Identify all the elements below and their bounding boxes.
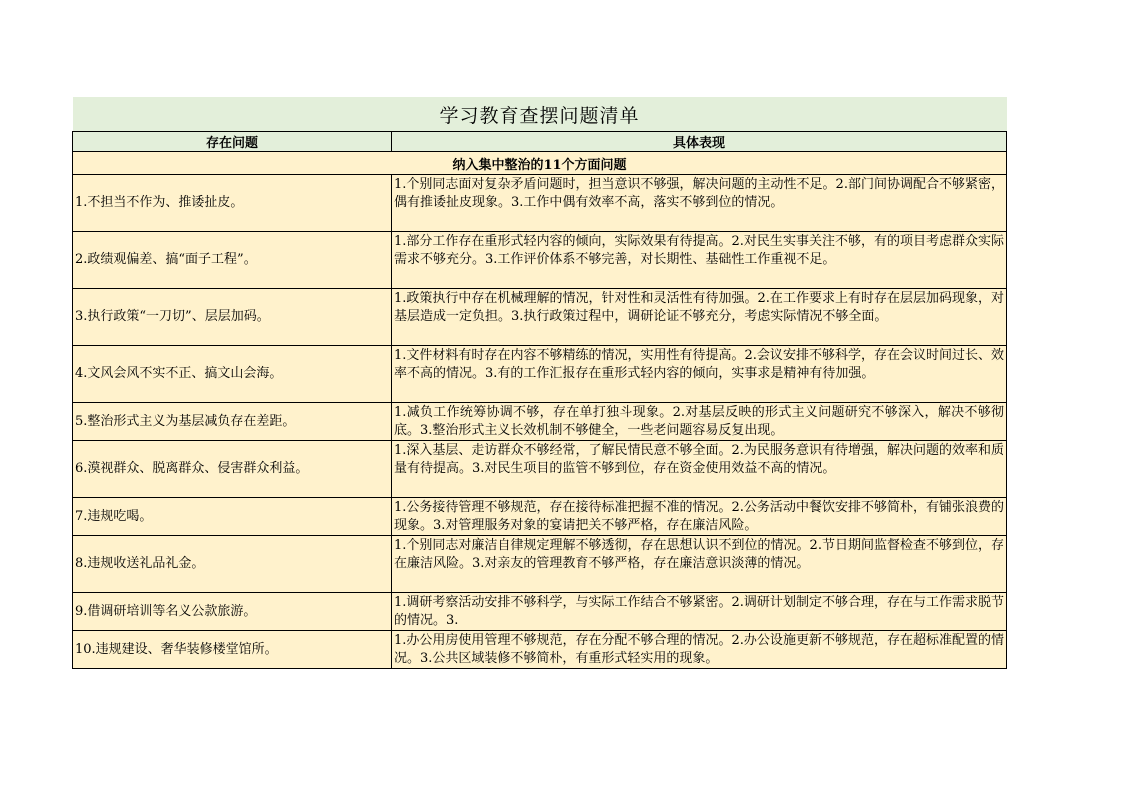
table-row [73,536,1007,593]
detail-cell: 1.深入基层、走访群众不够经常，了解民情民意不够全面。2.为民服务意识有待增强，解决问题的效率和质量有待提高。3.对民生项目的监管不够到位，存在资金使用效益不高的情况。 [392,441,1007,498]
group-title: 纳入集中整治的11个方面问题 [73,152,1007,175]
table-row [73,289,1007,346]
issue-list-table [72,97,1007,669]
sheet-title: 学习教育查摆问题清单 [73,97,1007,132]
table-row [73,498,1007,536]
detail-cell: 1.公务接待管理不够规范，存在接待标准把握不准的情况。2.公务活动中餐饮安排不够简朴，有铺张浪费的现象。3.对管理服务对象的宴请把关不够严格，存在廉洁风险。 [392,498,1007,536]
problem-cell: 7.违规吃喝。 [73,498,392,536]
detail-cell: 1.个别同志对廉洁自律规定理解不够透彻，存在思想认识不到位的情况。2.节日期间监督检查不够到位，存在廉洁风险。3.对亲友的管理教育不够严格，存在廉洁意识淡薄的情况。 [392,536,1007,593]
table-row [73,593,1007,631]
detail-cell: 1.部分工作存在重形式轻内容的倾向，实际效果有待提高。2.对民生实事关注不够，有的项目考虑群众实际需求不够充分。3.工作评价体系不够完善，对长期性、基础性工作重视不足。 [392,232,1007,289]
table-row [73,346,1007,403]
problem-cell: 6.漠视群众、脱离群众、侵害群众利益。 [73,441,392,498]
spreadsheet-sheet [72,97,1006,669]
group-row [73,152,1007,175]
table-row [73,403,1007,441]
detail-cell: 1.调研考察活动安排不够科学，与实际工作结合不够紧密。2.调研计划制定不够合理，存在与工作需求脱节的情况。3. [392,593,1007,631]
table-row [73,232,1007,289]
problem-cell: 5.整治形式主义为基层减负存在差距。 [73,403,392,441]
header-problem: 存在问题 [73,132,392,152]
problem-cell: 2.政绩观偏差、搞“面子工程”。 [73,232,392,289]
problem-cell: 1.不担当不作为、推诿扯皮。 [73,175,392,232]
problem-cell: 8.违规收送礼品礼金。 [73,536,392,593]
problem-cell: 9.借调研培训等名义公款旅游。 [73,593,392,631]
header-detail: 具体表现 [392,132,1007,152]
detail-cell: 1.减负工作统筹协调不够，存在单打独斗现象。2.对基层反映的形式主义问题研究不够深入，解决不够彻底。3.整治形式主义长效机制不够健全，一些老问题容易反复出现。 [392,403,1007,441]
detail-cell: 1.个别同志面对复杂矛盾问题时，担当意识不够强，解决问题的主动性不足。2.部门间协调配合不够紧密，偶有推诿扯皮现象。3.工作中偶有效率不高，落实不够到位的情况。 [392,175,1007,232]
problem-cell: 4.文风会风不实不正、搞文山会海。 [73,346,392,403]
detail-cell: 1.办公用房使用管理不够规范，存在分配不够合理的情况。2.办公设施更新不够规范，存在超标准配置的情况。3.公共区域装修不够简朴，有重形式轻实用的现象。 [392,631,1007,669]
title-row [73,97,1007,132]
table-row [73,631,1007,669]
detail-cell: 1.政策执行中存在机械理解的情况，针对性和灵活性有待加强。2.在工作要求上有时存在层层加码现象，对基层造成一定负担。3.执行政策过程中，调研论证不够充分，考虑实际情况不够全面。 [392,289,1007,346]
problem-cell: 10.违规建设、奢华装修楼堂馆所。 [73,631,392,669]
table-row [73,441,1007,498]
detail-cell: 1.文件材料有时存在内容不够精练的情况，实用性有待提高。2.会议安排不够科学，存在会议时间过长、效率不高的情况。3.有的工作汇报存在重形式轻内容的倾向，实事求是精神有待加强。 [392,346,1007,403]
problem-cell: 3.执行政策“一刀切”、层层加码。 [73,289,392,346]
table-row [73,175,1007,232]
header-row [73,132,1007,152]
